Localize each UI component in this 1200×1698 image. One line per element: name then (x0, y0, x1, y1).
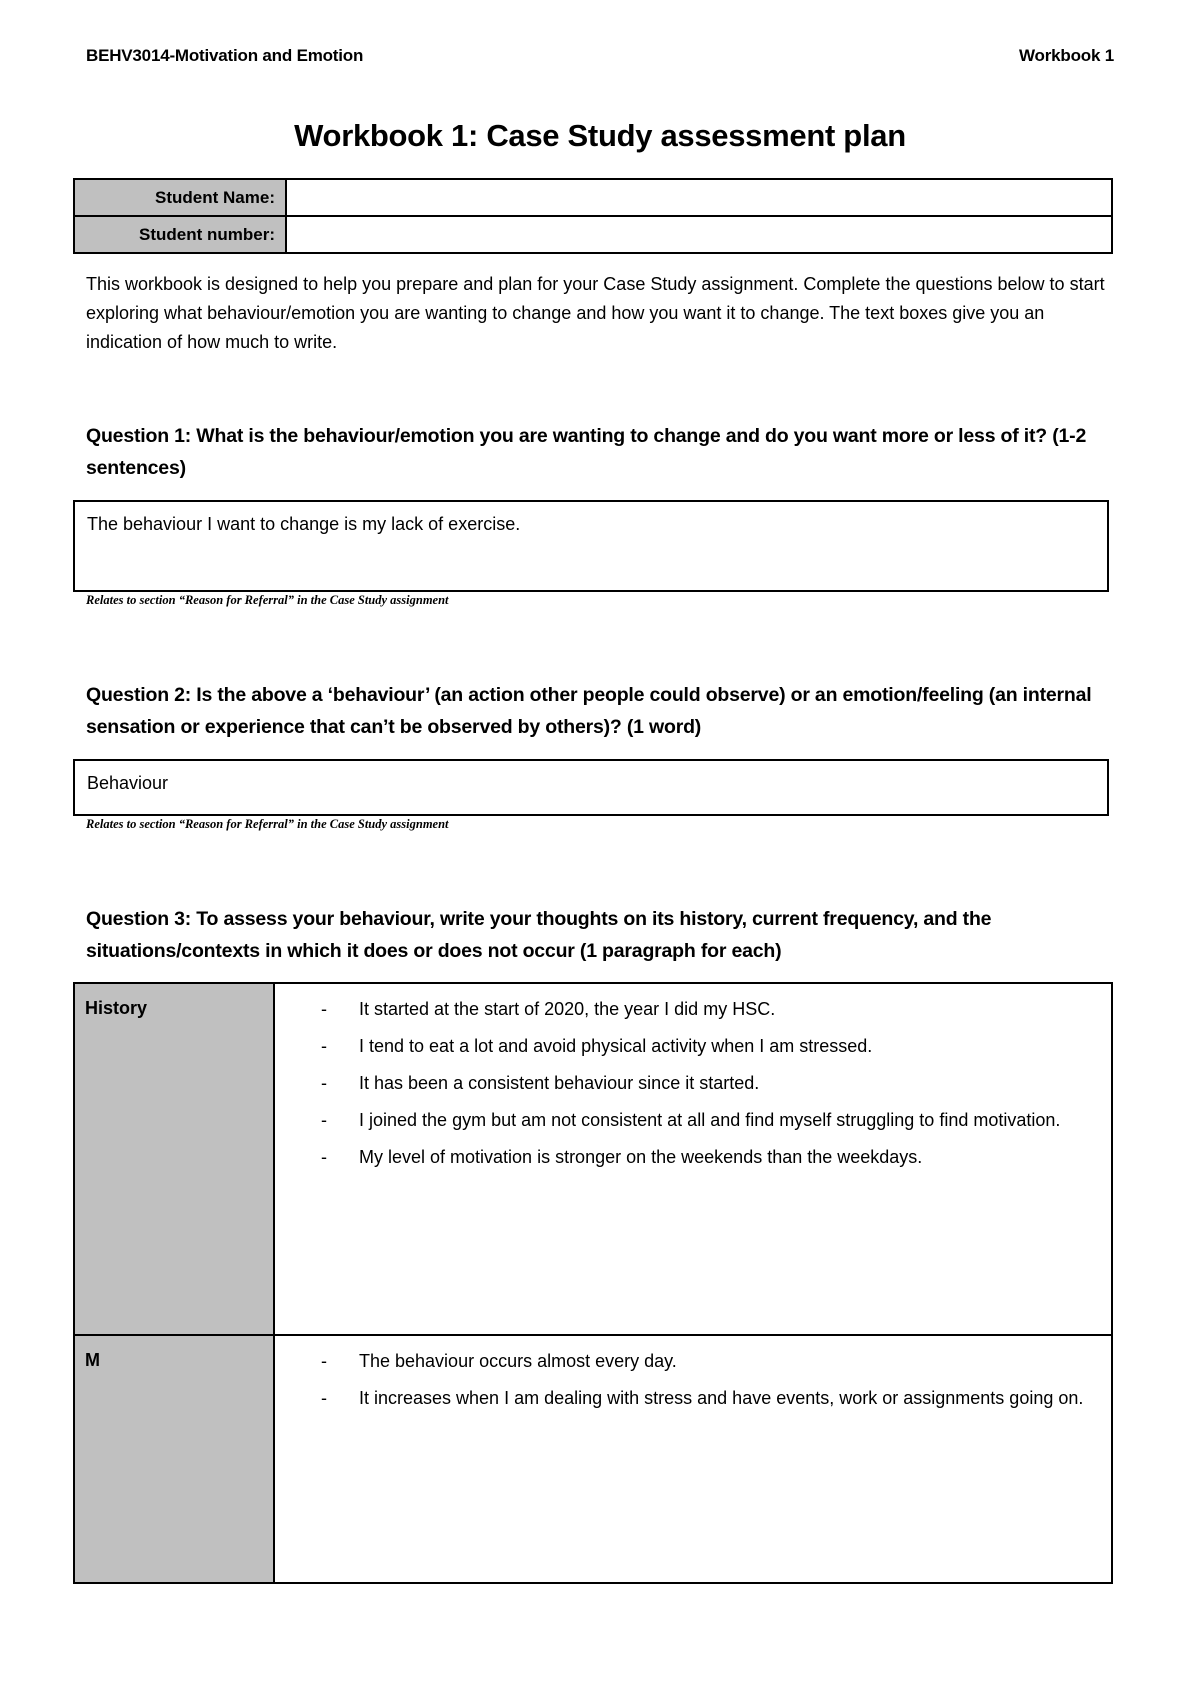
student-info-table (73, 178, 1113, 254)
question-3-assessment-table (73, 982, 1113, 1584)
page-title: Workbook 1: Case Study assessment plan (294, 118, 906, 153)
student-name-label: Student Name: (74, 179, 286, 216)
list-item: - It started at the start of 2020, the year I did my HSC. (321, 996, 1095, 1022)
frequency-list (321, 1348, 1095, 1411)
header-workbook-label: Workbook 1 (1019, 46, 1114, 65)
list-item: - I joined the gym but am not consistent at all and find myself struggling to find motivation. (321, 1107, 1095, 1133)
history-answer-cell[interactable] (274, 983, 1112, 1335)
question-2-note: Relates to section “Reason for Referral” in the Case Study assignment (86, 817, 449, 831)
intro-paragraph: This workbook is designed to help you prepare and plan for your Case Study assignment. Complete the questions below to start exploring what behaviour/emotion you are wanting to change and how you want it to change. The text boxes give you an indication of how much to write. (86, 274, 1105, 352)
student-number-row (74, 216, 1112, 253)
question-1-answer-box[interactable]: The behaviour I want to change is my lack of exercise. (73, 500, 1109, 592)
student-number-field[interactable] (286, 216, 1112, 253)
frequency-answer-cell[interactable] (274, 1335, 1112, 1583)
question-3-heading: Question 3: To assess your behaviour, write your thoughts on its history, current frequency, and the situations/contexts in which it does or does not occur (1 paragraph for each) (86, 908, 992, 962)
list-item: - It has been a consistent behaviour since it started. (321, 1070, 1095, 1096)
question-1-heading: Question 1: What is the behaviour/emotion you are wanting to change and do you want more or less of it? (1-2 sentences) (86, 425, 1087, 479)
student-number-label: Student number: (74, 216, 286, 253)
list-item: - My level of motivation is stronger on the weekends than the weekdays. (321, 1144, 1095, 1170)
history-list (321, 996, 1095, 1170)
list-item: - I tend to eat a lot and avoid physical activity when I am stressed. (321, 1033, 1095, 1059)
student-name-field[interactable] (286, 179, 1112, 216)
table-row-frequency (74, 1335, 1112, 1583)
question-2-answer-box[interactable]: Behaviour (73, 759, 1109, 816)
history-label: History (74, 983, 274, 1335)
student-name-row (74, 179, 1112, 216)
frequency-label: M (74, 1335, 274, 1583)
table-row-history (74, 983, 1112, 1335)
question-2-heading: Question 2: Is the above a ‘behaviour’ (an action other people could observe) or an emotion/feeling (an internal sensation or experience that can’t be observed by others)? (1 word) (86, 684, 1092, 738)
list-item: - The behaviour occurs almost every day. (321, 1348, 1095, 1374)
header-course-title: BEHV3014-Motivation and Emotion (86, 46, 364, 65)
question-1-note: Relates to section “Reason for Referral” in the Case Study assignment (86, 593, 449, 607)
list-item: - It increases when I am dealing with stress and have events, work or assignments going on. (321, 1385, 1095, 1411)
